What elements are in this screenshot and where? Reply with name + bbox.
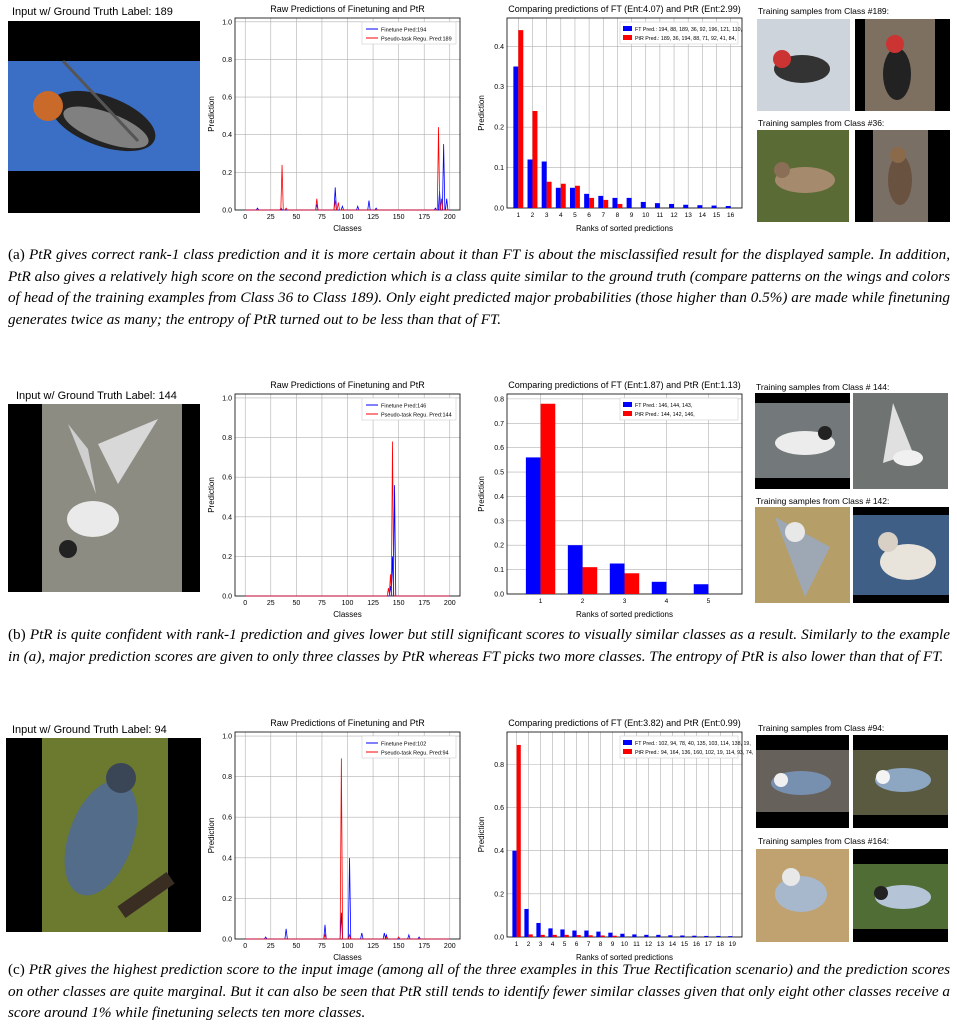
y-tick-label: 0.4: [494, 848, 504, 856]
x-axis-label: Ranks of sorted predictions: [576, 953, 673, 962]
y-axis-label: Prediction: [207, 817, 216, 854]
legend-label: Pseudo-task Regu. Pred:94: [381, 750, 449, 757]
x-tick-label: 6: [587, 212, 591, 219]
x-tick-label: 3: [538, 941, 543, 948]
y-tick-label: 0.5: [494, 469, 504, 477]
x-tick-label: 4: [558, 212, 563, 219]
x-tick-label: 16: [692, 941, 701, 948]
bar: [536, 923, 540, 937]
bar: [726, 206, 731, 208]
training-image: [755, 507, 850, 603]
x-tick-label: 16: [727, 212, 735, 219]
bar: [683, 205, 688, 208]
x-tick-label: 100: [341, 214, 354, 221]
training-samples-title-1: Training samples from Class #94:: [758, 723, 885, 733]
legend-label: PtR Pred.: 189, 36, 194, 88, 71, 92, 41, 84,: [635, 36, 737, 42]
caption-text: PtR gives the highest prediction score to the input image (among all of the three examples in this True Rectification scenario) and the prediction scores on other classes are quite marginal. But it can also be seen that PtR still tends to identify fewer similar classes given that only eight other classes receive a score around 1% while finetuning selects ten more classes.: [8, 961, 951, 1021]
x-tick-label: 50: [292, 600, 301, 607]
caption-text: PtR gives correct rank-1 class prediction and it is more certain about it than FT is about the misclassified result for the displayed sample. In addition, PtR also gives a relatively high score on the second prediction which is a class quite similar to the ground truth (compare patterns on the wings and colors of head of the training examples from Class 36 to Class 189). Only eight predicted major probabilities (those higher than 0.5%) are made while finetuning generates twice as many; the entropy of PtR turned out to be less than that of FT.: [8, 246, 950, 328]
compare-predictions-chart: [475, 380, 750, 620]
y-tick-label: 0.0: [222, 593, 232, 601]
chart-title: Raw Predictions of Finetuning and PtR: [270, 718, 425, 728]
x-tick-label: 200: [443, 943, 456, 950]
bar: [575, 186, 580, 208]
x-tick-label: 200: [443, 600, 456, 607]
x-tick-label: 200: [443, 214, 456, 221]
bar: [524, 909, 528, 937]
bar: [547, 182, 552, 208]
training-image: [757, 19, 850, 111]
legend-swatch: [623, 740, 632, 745]
training-samples-title-1: Training samples from Class # 144:: [756, 382, 890, 392]
raw-predictions-chart: [205, 380, 470, 620]
x-tick-label: 14: [668, 941, 677, 948]
raw-predictions-chart: [205, 4, 470, 234]
input-label: Input w/ Ground Truth Label: 189: [12, 6, 173, 18]
x-axis-label: Classes: [333, 224, 362, 233]
example-c: [0, 710, 957, 1031]
x-tick-label: 6: [574, 941, 579, 948]
bar: [680, 935, 684, 937]
chart-title: Comparing predictions of FT (Ent:1.87) and PtR (Ent:1.13): [508, 380, 741, 390]
y-tick-label: 0.4: [222, 855, 232, 863]
x-axis-label: Ranks of sorted predictions: [576, 224, 673, 233]
compare-predictions-chart: [475, 718, 754, 963]
x-tick-label: 15: [712, 212, 721, 219]
y-tick-label: 0.6: [222, 814, 232, 822]
x-tick-label: 25: [266, 943, 275, 950]
legend-label: Finetune Pred:146: [381, 403, 427, 410]
bar: [712, 206, 717, 208]
input-label: Input w/ Ground Truth Label: 94: [12, 724, 167, 736]
bar: [612, 198, 617, 208]
x-tick-label: 150: [392, 943, 405, 950]
x-tick-label: 25: [266, 600, 275, 607]
bar: [601, 935, 605, 937]
input-label: Input w/ Ground Truth Label: 144: [16, 390, 177, 402]
x-tick-label: 1: [514, 941, 519, 948]
y-tick-label: 0.0: [494, 205, 504, 213]
legend-swatch: [623, 402, 632, 407]
x-tick-label: 75: [318, 600, 326, 607]
x-tick-label: 100: [341, 943, 354, 950]
training-image: [855, 130, 950, 222]
caption: [8, 959, 950, 1024]
bar: [608, 933, 612, 937]
bar: [541, 404, 556, 594]
y-tick-label: 0.2: [222, 553, 232, 561]
y-tick-label: 0.8: [494, 761, 504, 769]
y-tick-label: 0.2: [494, 891, 504, 899]
legend-label: PtR Pred.: 94, 164, 136, 160, 102, 19, 114, 93, 74,: [635, 750, 754, 756]
bar: [627, 198, 632, 208]
y-tick-label: 0.8: [222, 774, 232, 782]
y-tick-label: 0.8: [222, 56, 232, 64]
training-samples-title-2: Training samples from Class #164:: [758, 836, 890, 846]
x-tick-label: 100: [341, 600, 354, 607]
y-tick-label: 0.0: [222, 936, 232, 944]
x-tick-label: 175: [418, 600, 431, 607]
bar: [669, 204, 674, 208]
bar: [656, 935, 660, 937]
x-tick-label: 25: [266, 214, 275, 221]
x-tick-label: 5: [562, 941, 567, 948]
y-tick-label: 0.4: [494, 493, 504, 501]
compare-predictions-chart: [475, 4, 750, 234]
y-tick-label: 1.0: [222, 395, 232, 403]
x-axis-label: Classes: [333, 610, 362, 619]
y-axis-label: Prediction: [477, 476, 486, 512]
input-image: [6, 738, 201, 932]
x-axis-label: Classes: [333, 953, 362, 962]
bar: [598, 196, 603, 208]
x-tick-label: 14: [698, 212, 706, 219]
x-tick-label: 125: [367, 214, 379, 221]
training-image: [756, 849, 849, 942]
chart-title: Raw Predictions of Finetuning and PtR: [270, 4, 425, 14]
chart-title: Comparing predictions of FT (Ent:3.82) and PtR (Ent:0.99): [508, 718, 741, 728]
chart-title: Raw Predictions of Finetuning and PtR: [270, 380, 425, 390]
x-tick-label: 0: [243, 600, 248, 607]
training-image: [853, 735, 948, 828]
bar: [603, 200, 608, 208]
training-image: [853, 393, 948, 489]
x-tick-label: 0: [243, 214, 248, 221]
bar: [526, 457, 541, 594]
bar: [584, 931, 588, 937]
bar: [704, 936, 708, 937]
x-tick-label: 125: [367, 600, 379, 607]
bar: [517, 745, 521, 937]
y-tick-label: 0.8: [494, 396, 504, 404]
y-tick-label: 0.0: [222, 207, 232, 215]
y-tick-label: 0.2: [222, 895, 232, 903]
x-tick-label: 150: [392, 214, 405, 221]
bar: [617, 204, 622, 208]
example-b: [0, 378, 957, 708]
x-tick-label: 19: [728, 941, 737, 948]
y-tick-label: 0.2: [494, 542, 504, 550]
bar: [610, 564, 625, 594]
x-tick-label: 3: [544, 212, 549, 219]
raw-predictions-chart: [205, 718, 470, 963]
bar: [541, 935, 545, 937]
legend-label: FT Pred.: 102, 94, 78, 40, 135, 103, 114, 138, 19,: [635, 741, 751, 747]
bar: [584, 194, 589, 208]
bar: [655, 203, 660, 208]
training-image: [756, 735, 849, 828]
bar: [553, 935, 557, 937]
bar: [518, 30, 523, 208]
bar: [572, 931, 576, 937]
bar: [641, 202, 646, 208]
caption-text: PtR is quite confident with rank-1 prediction and gives lower but still significant scores to visually similar classes as a result. Similarly to the example in (a), major prediction scores are given to only three classes by PtR whereas FT picks two more classes. The entropy of PtR is also lower than that of FT.: [8, 626, 950, 665]
x-tick-label: 13: [656, 941, 665, 948]
legend-label: Pseudo-task Regu. Pred:144: [381, 412, 452, 419]
x-tick-label: 150: [392, 600, 405, 607]
caption-prefix: (a): [8, 246, 25, 263]
y-tick-label: 0.3: [494, 84, 504, 92]
bar: [668, 935, 672, 937]
y-axis-label: Prediction: [207, 96, 216, 132]
bar: [583, 567, 598, 594]
y-tick-label: 0.8: [222, 435, 232, 443]
x-tick-label: 3: [622, 598, 627, 605]
training-image: [855, 19, 950, 111]
legend-label: Finetune Pred:194: [381, 27, 427, 34]
bar: [560, 929, 564, 937]
training-image: [757, 130, 849, 222]
x-tick-label: 10: [620, 941, 629, 948]
bar: [697, 205, 702, 208]
legend-swatch: [623, 411, 632, 416]
bar: [589, 198, 594, 208]
input-image: [8, 404, 200, 592]
y-axis-label: Prediction: [477, 95, 486, 131]
legend-label: PtR Pred.: 144, 142, 146,: [635, 412, 695, 418]
x-tick-label: 75: [318, 943, 326, 950]
x-tick-label: 175: [418, 214, 431, 221]
bar: [568, 545, 583, 594]
x-tick-label: 175: [418, 943, 431, 950]
bar: [529, 934, 533, 937]
x-tick-label: 1: [538, 598, 543, 605]
legend-swatch: [623, 35, 632, 40]
x-tick-label: 10: [642, 212, 650, 219]
y-tick-label: 0.3: [494, 518, 504, 526]
x-tick-label: 13: [684, 212, 692, 219]
y-tick-label: 0.2: [222, 169, 232, 177]
x-tick-label: 5: [706, 598, 711, 605]
legend-label: Pseudo-task Regu. Pred:189: [381, 36, 452, 43]
bar: [512, 851, 516, 937]
bar: [613, 936, 617, 937]
training-image: [853, 849, 948, 942]
legend-label: FT Pred.: 146, 144, 143,: [635, 403, 693, 409]
training-samples-title-2: Training samples from Class #36:: [758, 118, 885, 128]
x-tick-label: 18: [716, 941, 725, 948]
legend-swatch: [623, 26, 632, 31]
x-tick-label: 7: [586, 941, 591, 948]
x-tick-label: 50: [292, 214, 301, 221]
x-tick-label: 7: [601, 212, 606, 219]
y-tick-label: 0.4: [222, 514, 232, 522]
bar: [596, 932, 600, 937]
bar: [692, 936, 696, 937]
y-tick-label: 0.6: [222, 94, 232, 102]
y-tick-label: 0.2: [494, 124, 504, 132]
bar: [556, 188, 561, 208]
y-tick-label: 1.0: [222, 19, 232, 27]
y-tick-label: 0.4: [494, 43, 504, 51]
x-tick-label: 2: [526, 941, 531, 948]
y-axis-label: Prediction: [477, 816, 486, 853]
x-tick-label: 75: [318, 214, 326, 221]
y-tick-label: 0.6: [494, 805, 504, 813]
legend-label: Finetune Pred:102: [381, 741, 427, 748]
x-axis-label: Ranks of sorted predictions: [576, 610, 673, 619]
y-tick-label: 0.6: [222, 474, 232, 482]
y-tick-label: 1.0: [222, 733, 232, 741]
x-tick-label: 5: [573, 212, 577, 219]
bar: [542, 162, 547, 208]
legend-swatch: [623, 749, 632, 754]
x-tick-label: 12: [670, 212, 678, 219]
x-tick-label: 0: [243, 943, 248, 950]
x-tick-label: 1: [516, 212, 521, 219]
y-tick-label: 0.6: [494, 445, 504, 453]
bar: [625, 573, 640, 594]
training-image: [853, 507, 949, 603]
x-tick-label: 4: [550, 941, 555, 948]
training-image: [755, 393, 850, 489]
y-tick-label: 0.0: [494, 934, 504, 942]
bar: [652, 582, 667, 594]
y-tick-label: 0.0: [494, 591, 504, 599]
bar: [728, 936, 732, 937]
caption-prefix: (b): [8, 626, 26, 643]
chart-title: Comparing predictions of FT (Ent:4.07) and PtR (Ent:2.99): [508, 4, 741, 14]
caption: [8, 244, 950, 330]
x-tick-label: 50: [292, 943, 301, 950]
legend-label: FT Pred.: 194, 88, 189, 36, 92, 196, 121, 110,: [635, 27, 742, 33]
y-tick-label: 0.1: [494, 165, 504, 173]
x-tick-label: 2: [530, 212, 535, 219]
x-tick-label: 11: [633, 941, 640, 948]
bar: [644, 935, 648, 937]
input-image: [8, 21, 200, 213]
bar: [632, 934, 636, 937]
y-tick-label: 0.7: [494, 420, 504, 428]
bar: [570, 188, 575, 208]
training-samples-title-1: Training samples from Class #189:: [758, 6, 890, 16]
bar: [565, 935, 569, 937]
y-tick-label: 0.4: [222, 132, 232, 140]
x-tick-label: 12: [644, 941, 653, 948]
x-tick-label: 8: [615, 212, 620, 219]
x-tick-label: 9: [610, 941, 615, 948]
bar: [528, 159, 533, 208]
y-axis-label: Prediction: [207, 477, 216, 513]
example-a: [0, 0, 957, 360]
caption: [8, 624, 950, 667]
bar: [561, 184, 566, 208]
y-tick-label: 0.1: [494, 567, 504, 575]
x-tick-label: 2: [580, 598, 585, 605]
x-tick-label: 4: [664, 598, 669, 605]
x-tick-label: 17: [704, 941, 713, 948]
bar: [694, 584, 709, 594]
training-samples-title-2: Training samples from Class # 142:: [756, 496, 890, 506]
bar: [513, 67, 518, 208]
x-tick-label: 8: [598, 941, 603, 948]
bar: [532, 111, 537, 208]
bar: [589, 935, 593, 937]
caption-prefix: (c): [8, 961, 25, 978]
bar: [716, 936, 720, 937]
x-tick-label: 15: [680, 941, 689, 948]
x-tick-label: 125: [367, 943, 379, 950]
bar: [620, 934, 624, 937]
bar: [548, 928, 552, 937]
bar: [577, 935, 581, 937]
x-tick-label: 11: [656, 212, 664, 219]
x-tick-label: 9: [629, 212, 634, 219]
